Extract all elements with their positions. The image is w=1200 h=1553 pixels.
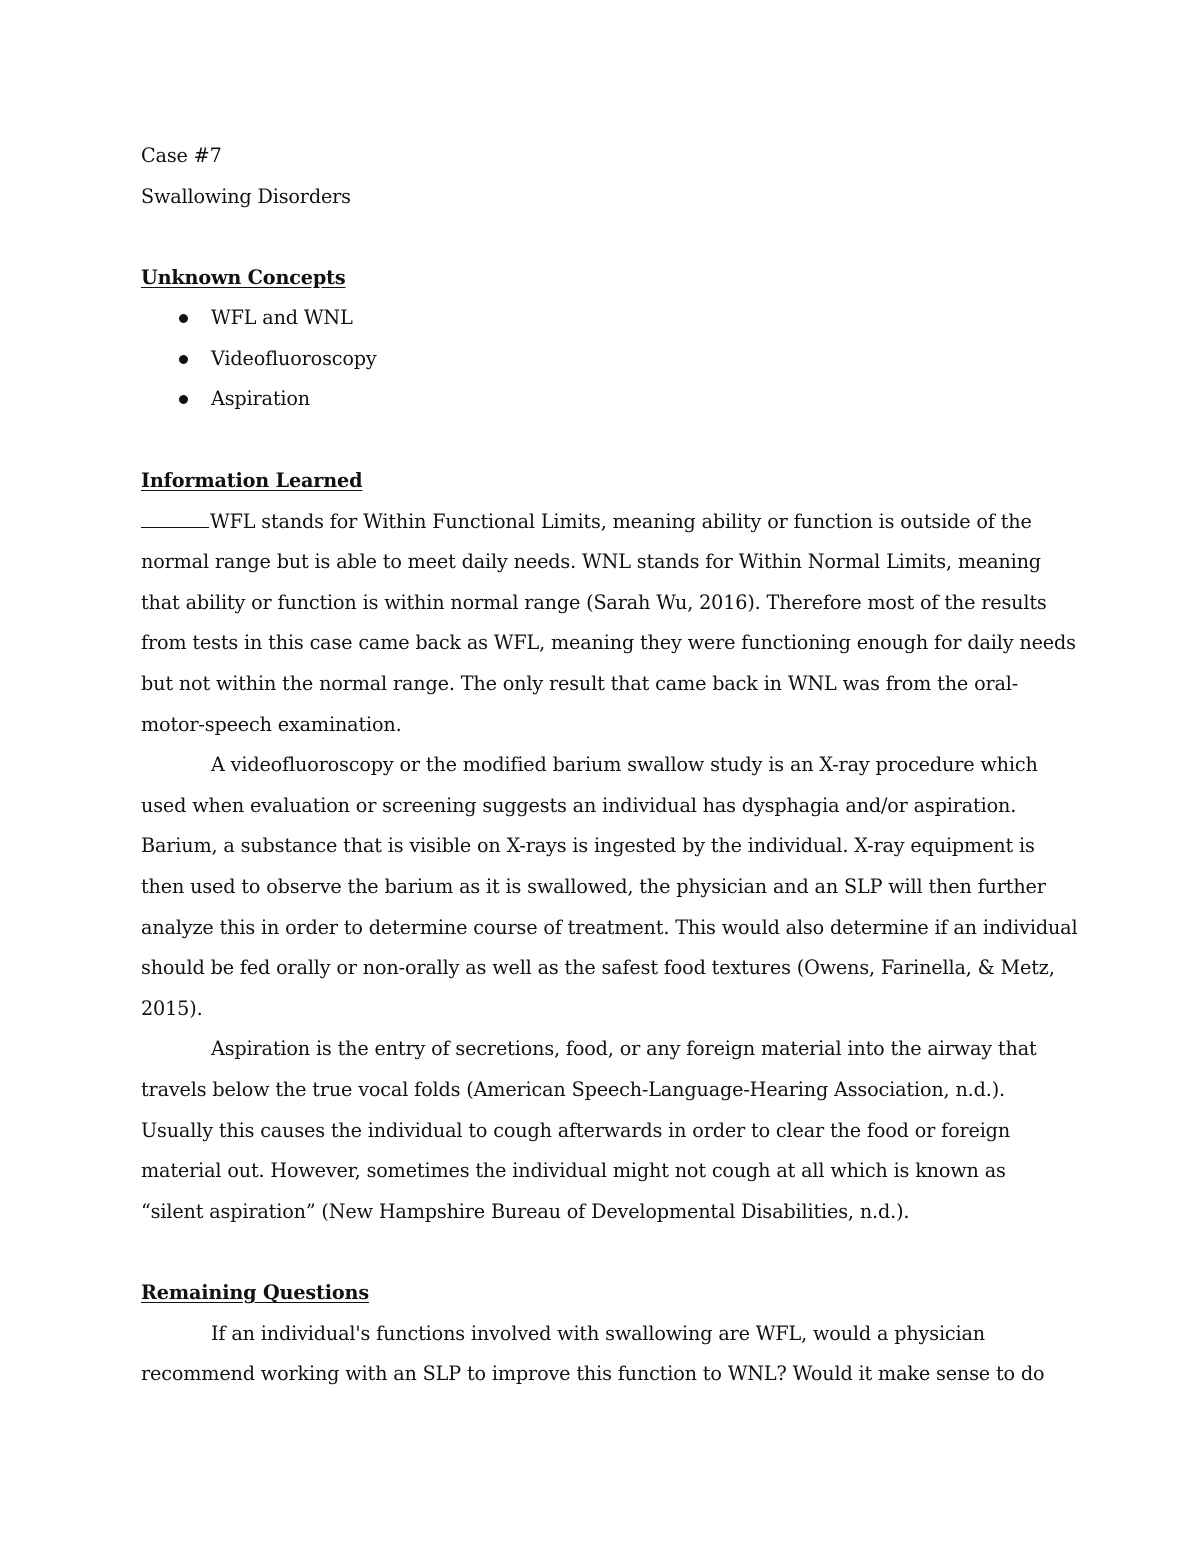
paragraph-line: material out. However, sometimes the individual might not cough at all which is known as — [141, 1159, 1006, 1183]
paragraph-line: should be fed orally or non-orally as well as the safest food textures (Owens, Farinella, & Metz, — [141, 956, 1055, 980]
paragraph-line: “silent aspiration” (New Hampshire Bureau of Developmental Disabilities, n.d.). — [141, 1199, 910, 1223]
list-item — [141, 298, 1041, 339]
paragraph-line: Usually this causes the individual to cough afterwards in order to clear the food or foreign — [141, 1118, 1011, 1142]
document-header — [141, 136, 1066, 217]
bullet-icon — [179, 314, 188, 323]
paragraph-line: Aspiration is the entry of secretions, food, or any foreign material into the airway that — [211, 1037, 1037, 1061]
list-item-text: WFL and WNL — [211, 306, 353, 329]
list-item — [141, 339, 1041, 380]
paragraph-line: A videofluoroscopy or the modified barium swallow study is an X-ray procedure which — [211, 753, 1038, 777]
list-item-text: Aspiration — [211, 387, 310, 411]
unknown-concepts-list — [141, 298, 1041, 420]
paragraph-line: used when evaluation or screening suggests an individual has dysphagia and/or aspiration. — [141, 793, 1017, 817]
paragraph-line: from tests in this case came back as WFL, meaning they were functioning enough for daily needs — [141, 631, 1076, 655]
list-item-text: Videofluoroscopy — [211, 346, 377, 370]
bullet-icon — [179, 395, 188, 404]
paragraph-line: recommend working with an SLP to improve this function to WNL? Would it make sense to do — [141, 1362, 1045, 1386]
bullet-icon — [179, 355, 188, 364]
paragraph-line: but not within the normal range. The only result that came back in WNL was from the oral- — [141, 671, 1019, 695]
paragraph-line: Barium, a substance that is visible on X-rays is ingested by the individual. X-ray equipment is — [141, 834, 1035, 858]
remaining-questions-heading: Remaining Questions — [141, 1281, 369, 1304]
paragraph-line: analyze this in order to determine course of treatment. This would also determine if an individual — [141, 915, 1078, 939]
paragraph-line: motor-speech examination. — [141, 712, 402, 736]
remaining-questions-section — [141, 1273, 1066, 1395]
paragraph-line — [141, 502, 1066, 543]
paragraph-line: normal range but is able to meet daily needs. WNL stands for Within Normal Limits, meaning — [141, 550, 1041, 574]
blank-underline — [141, 503, 209, 528]
paragraph-line: 2015). — [141, 996, 203, 1020]
information-learned-section — [141, 461, 1078, 1232]
list-item — [141, 379, 1041, 420]
paragraph-line-text: WFL stands for Within Functional Limits, meaning ability or function is outside of the — [210, 509, 1032, 533]
paragraph-line: travels below the true vocal folds (American Speech-Language-Hearing Association, n.d.). — [141, 1077, 1005, 1101]
paragraph-line: If an individual's functions involved with swallowing are WFL, would a physician — [211, 1321, 986, 1345]
case-number: Case #7 — [141, 144, 222, 167]
paragraph-line: then used to observe the barium as it is swallowed, the physician and an SLP will then further — [141, 874, 1046, 898]
paragraph-line: that ability or function is within normal range (Sarah Wu, 2016). Therefore most of the results — [141, 590, 1047, 614]
information-learned-heading: Information Learned — [141, 469, 363, 492]
unknown-concepts-heading: Unknown Concepts — [141, 266, 346, 289]
case-topic: Swallowing Disorders — [141, 184, 351, 208]
unknown-concepts-section — [141, 258, 1066, 299]
